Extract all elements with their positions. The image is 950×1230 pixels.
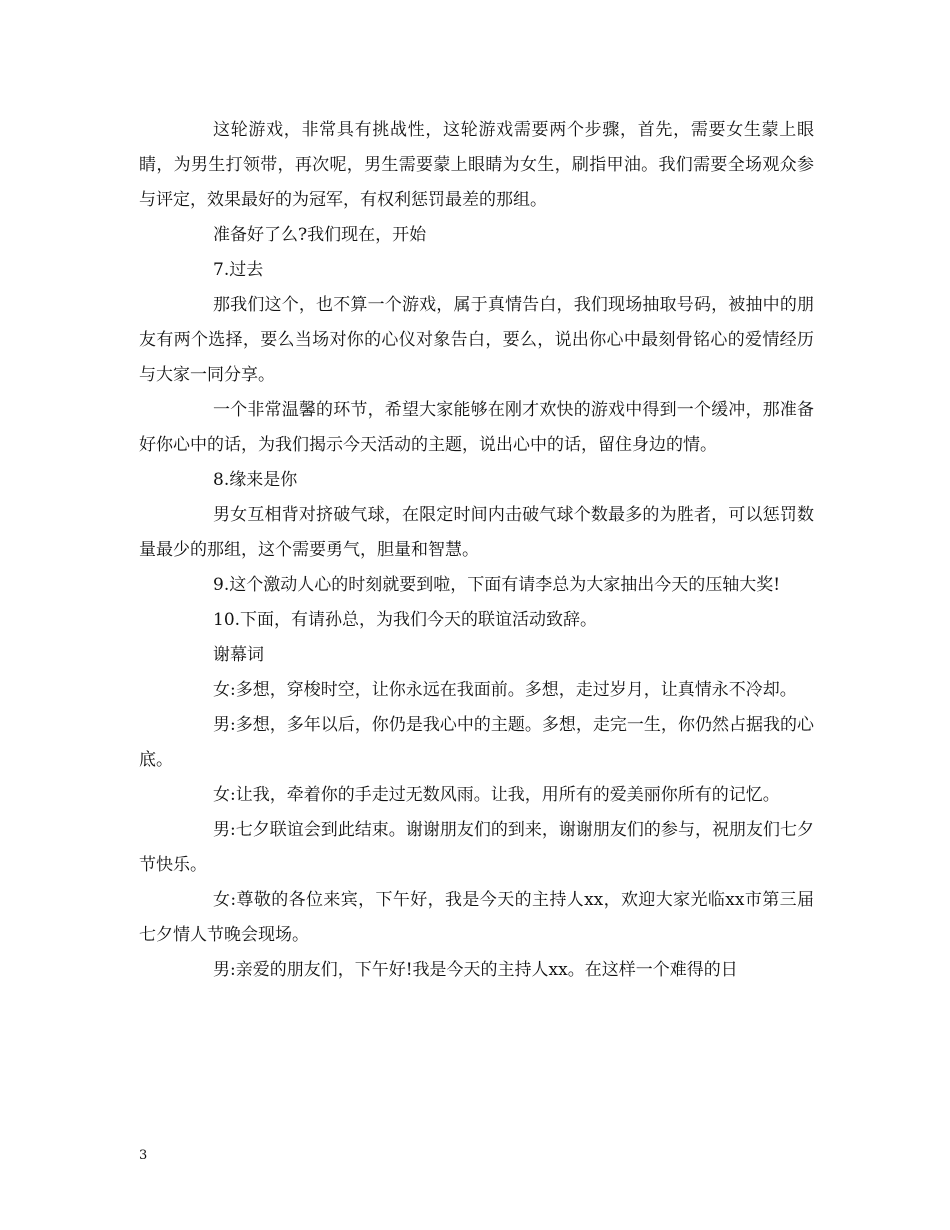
page-number: 3 [139, 1148, 148, 1163]
paragraph-confession: 那我们这个，也不算一个游戏，属于真情告白，我们现场抽取号码，被抽中的朋友有两个选择，要么当场对你的心仪对象告白，要么，说出你心中最刻骨铭心的爱情经历与大家一同分享。 [139, 295, 814, 385]
paragraph-balloon-game: 男女互相背对挤破气球，在限定时间内击破气球个数最多的为胜者，可以惩罚数量最少的那组，这个需要勇气，胆量和智慧。 [139, 505, 814, 560]
document-body [139, 113, 814, 988]
paragraph-game-challenge: 这轮游戏，非常具有挑战性，这轮游戏需要两个步骤，首先，需要女生蒙上眼睛，为男生打领带，再次呢，男生需要蒙上眼睛为女生，刷指甲油。我们需要全场观众参与评定，效果最好的为冠军，有权利惩罚最差的那组。 [139, 120, 814, 210]
dialogue-line: 男:七夕联谊会到此结束。谢谢朋友们的到来，谢谢朋友们的参与，祝朋友们七夕节快乐。 [139, 820, 814, 875]
paragraph-grand-prize: 9.这个激动人心的时刻就要到啦，下面有请李总为大家抽出今天的压轴大奖! [213, 575, 781, 595]
dialogue-line: 女:尊敬的各位来宾，下午好，我是今天的主持人xx，欢迎大家光临xx市第三届七夕情人节晚会现场。 [139, 890, 814, 945]
paragraph-ready: 准备好了么?我们现在，开始 [213, 225, 427, 245]
dialogue-line: 男:亲爱的朋友们，下午好!我是今天的主持人xx。在这样一个难得的日 [213, 960, 738, 980]
heading-past: 7.过去 [213, 260, 264, 280]
dialogue-line: 男:多想，多年以后，你仍是我心中的主题。多想，走完一生，你仍然占据我的心底。 [139, 715, 814, 770]
dialogue-line: 女:让我，牵着你的手走过无数风雨。让我，用所有的爱美丽你所有的记忆。 [213, 785, 780, 805]
heading-closing-remarks: 谢幕词 [213, 645, 264, 665]
dialogue-line: 女:多想，穿梭时空，让你永远在我面前。多想，走过岁月，让真情永不冷却。 [213, 680, 797, 700]
paragraph-speech: 10.下面，有请孙总，为我们今天的联谊活动致辞。 [213, 610, 598, 630]
paragraph-warm-segment: 一个非常温馨的环节，希望大家能够在刚才欢快的游戏中得到一个缓冲，那准备好你心中的话，为我们揭示今天活动的主题，说出心中的话，留住身边的情。 [139, 400, 814, 455]
heading-fate: 8.缘来是你 [213, 470, 298, 490]
